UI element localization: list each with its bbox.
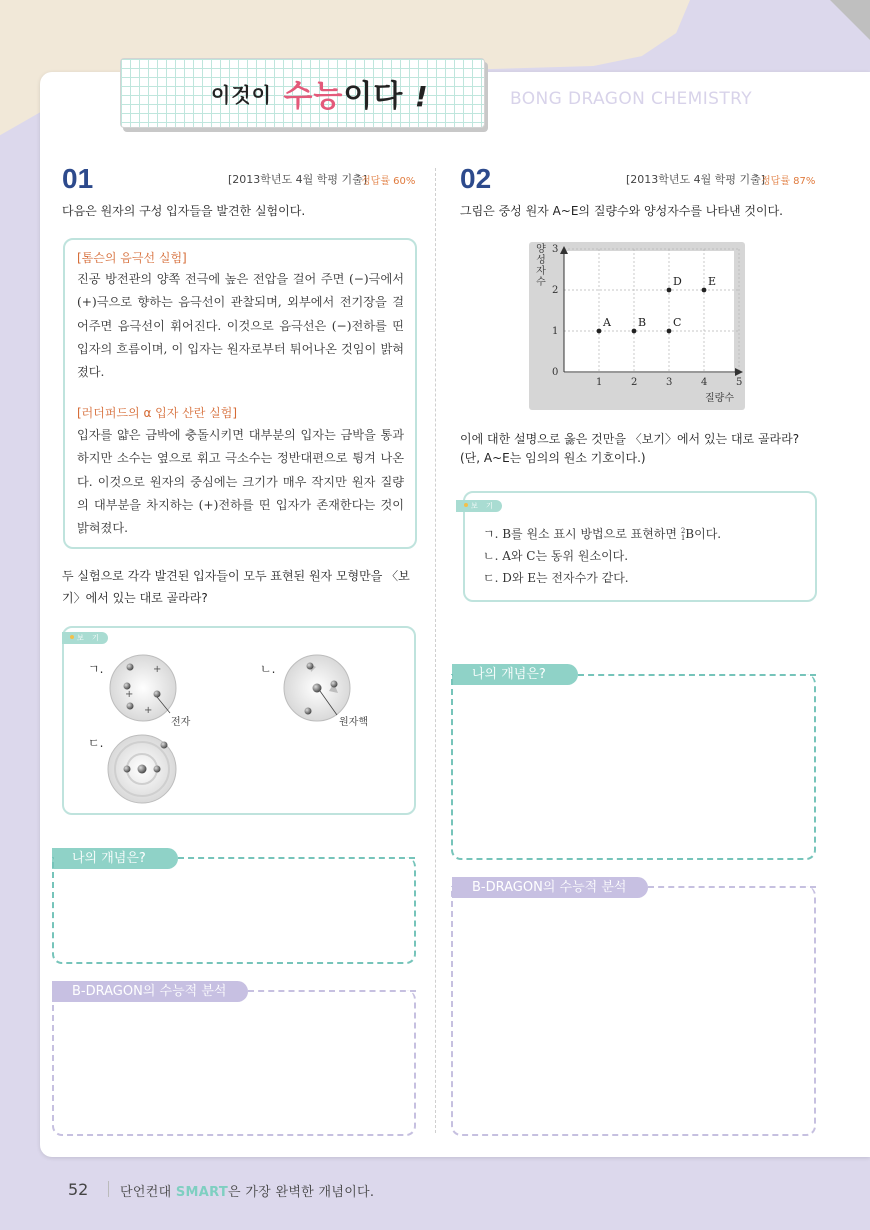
y-tick-label: 3 (552, 244, 559, 255)
y-axis-label: 양성자수 (536, 244, 546, 288)
exp2-text: 입자를 얇은 금박에 충돌시키면 대부분의 입자는 금박을 통과하지만 소수는 옆으로 휘고 극소수는 정반대편으로 튕겨 나온다. 이것으로 원자의 중심에는 크기가 매우 작지만 원자 질량의 대부분을 차지하는 (+)전하를 띤 입자가 존재한다는 것이 밝혀졌다. (77, 428, 404, 536)
q1-stem: 다음은 원자의 구성 입자들을 발견한 실험이다. (62, 204, 306, 218)
q2-item-a: ㄱ. B를 원소 표시 방법으로 표현하면 2 1 B이다. (483, 526, 722, 542)
data-point (667, 288, 672, 293)
x-axis-label: 질량수 (705, 393, 734, 404)
x-tick-label: 1 (596, 377, 603, 388)
q1-bogi-label: 보 기 (62, 632, 108, 644)
brand-text: BONG DRAGON CHEMISTRY (510, 89, 753, 109)
y-tick-label: 1 (552, 326, 559, 337)
q1-concept-tag: 나의 개념은? (52, 848, 178, 869)
atom-sphere (110, 655, 176, 721)
q2-concept-area[interactable] (451, 674, 816, 860)
electron (154, 691, 161, 698)
q1-analysis-tag: B-DRAGON의 수능적 분석 (52, 981, 248, 1002)
nucleus (138, 765, 147, 774)
plus-sign: + (144, 705, 153, 716)
choice-c-label: ㄷ. (88, 736, 104, 750)
q2-source: [2013학년도 4월 학평 기출] (626, 173, 766, 186)
point-label: D (673, 275, 682, 288)
column-divider (435, 168, 436, 1133)
y-tick-label: 2 (552, 285, 559, 296)
q2-concept-tag: 나의 개념은? (452, 664, 578, 685)
banner-title: 이것이 수능이다 ! (211, 79, 429, 114)
page-corner (830, 0, 870, 40)
data-point (702, 288, 707, 293)
data-point (597, 329, 602, 334)
dot-icon (464, 503, 468, 507)
label-electron: 전자 (171, 717, 191, 728)
electron (127, 664, 134, 671)
exp2-title: [러더퍼드의 α 입자 산란 실험] (77, 406, 238, 420)
q2-number: 02 (460, 163, 492, 194)
electron (154, 766, 161, 773)
point-label: C (673, 316, 682, 329)
thomson-model-diagram (108, 653, 178, 723)
label-nucleus: 원자핵 (339, 717, 368, 728)
q2-analysis-area[interactable] (451, 886, 816, 1136)
dot-icon (70, 635, 74, 639)
exp1-text: 진공 방전관의 양쪽 전극에 높은 전압을 걸어 주면 (−)극에서 (+)극으로 향하는 음극선이 관찰되며, 외부에서 전기장을 걸어주면 음극선이 휘어진다. 이것으로 음극선은 (−)전하를 띤 입자의 흐름이며, 이 입자는 원자로부터 튀어나온 것임이 밝혀졌다. (77, 272, 404, 380)
x-tick-label: 2 (631, 377, 638, 388)
bohr-model-diagram (106, 733, 178, 805)
exp1-title: [톰슨의 음극선 실험] (77, 251, 187, 265)
electron (331, 681, 338, 688)
q1-concept-area[interactable] (52, 857, 416, 964)
mass-proton-chart (529, 242, 745, 410)
q1-analysis-area[interactable] (52, 990, 416, 1136)
q2-question-note: (단, A~E는 임의의 원소 기호이다.) (460, 451, 646, 465)
footer-divider (108, 1181, 109, 1197)
q2-item-c: ㄷ. D와 E는 전자수가 같다. (483, 571, 629, 585)
electron (307, 663, 314, 670)
point-label: E (708, 275, 717, 288)
page-number: 52 (68, 1180, 89, 1199)
y-tick-label: 0 (552, 367, 559, 378)
q1-number: 01 (62, 163, 94, 194)
q2-bogi-label: 보 기 (456, 500, 502, 512)
plus-sign: + (153, 664, 162, 675)
point-label: B (638, 316, 647, 329)
plot-area (564, 251, 734, 373)
q2-item-b: ㄴ. A와 C는 동위 원소이다. (483, 549, 629, 563)
plus-sign: + (125, 689, 134, 700)
q1-question: 두 실험으로 각각 발견된 입자들이 모두 표현된 원자 모형만을 〈보기〉에서 있는 대로 골라라? (62, 569, 410, 605)
point-label: A (603, 316, 611, 329)
data-point (632, 329, 637, 334)
x-tick-label: 5 (736, 377, 743, 388)
q1-source: [2013학년도 4월 학평 기출] (228, 173, 368, 186)
electron (161, 742, 168, 749)
q2-stem: 그림은 중성 원자 A~E의 질량수와 양성자수를 나타낸 것이다. (460, 204, 783, 218)
data-point (667, 329, 672, 334)
electron (127, 703, 134, 710)
title-banner (120, 58, 485, 128)
q1-rate: 정답률 60% (361, 176, 416, 187)
electron (305, 708, 312, 715)
q2-rate: 정답률 87% (761, 176, 816, 187)
footer-slogan: 단언컨대 SMART은 가장 완벽한 개념이다. (120, 1185, 375, 1200)
x-tick-label: 3 (666, 377, 673, 388)
q2-analysis-tag: B-DRAGON의 수능적 분석 (452, 877, 648, 898)
x-tick-label: 4 (701, 377, 708, 388)
choice-b-label: ㄴ. (260, 662, 276, 676)
q2-question: 이에 대한 설명으로 옳은 것만을 〈보기〉에서 있는 대로 골라라? (460, 432, 800, 446)
electron (124, 766, 131, 773)
choice-a-label: ㄱ. (88, 662, 104, 676)
